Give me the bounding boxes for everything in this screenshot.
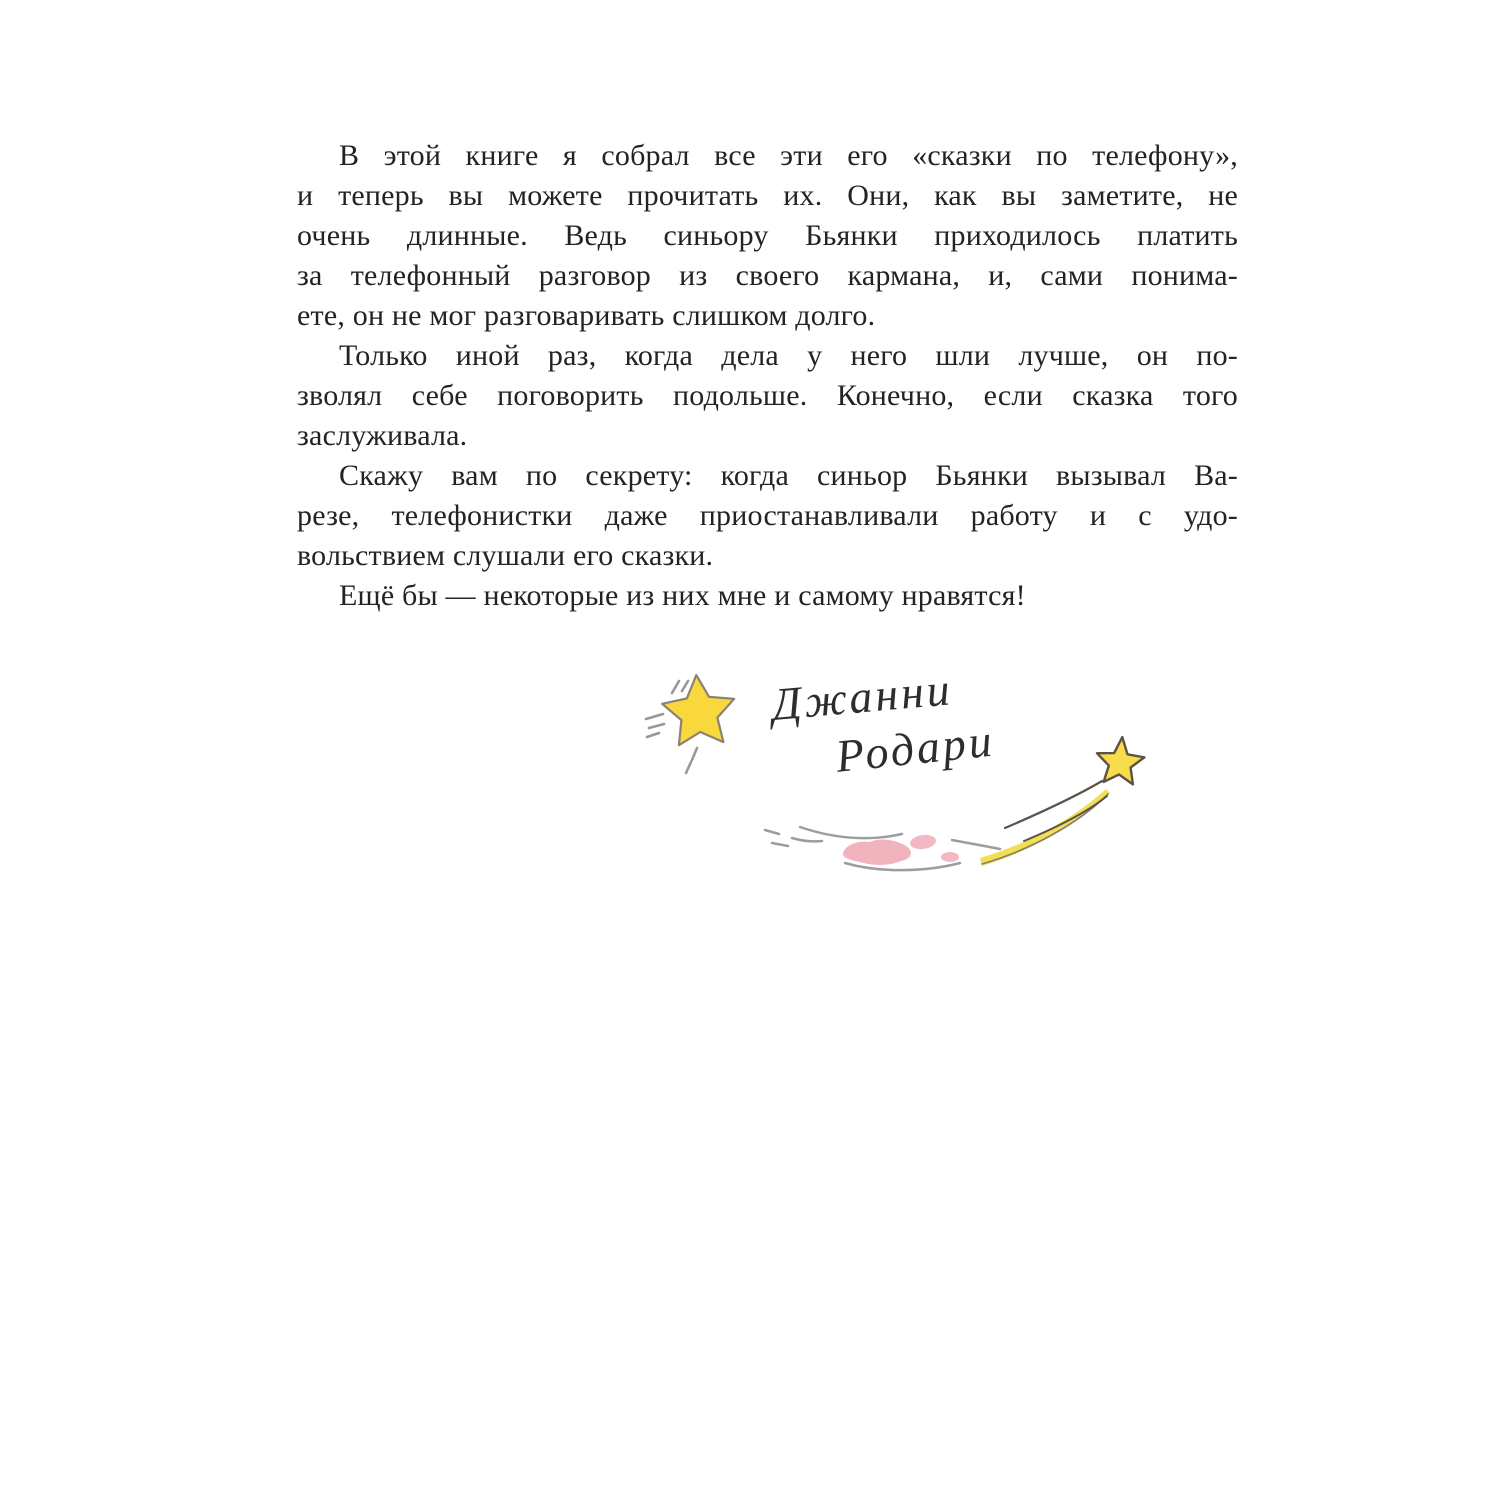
signature-last-name: Родари [833,714,997,782]
text-line: заслуживала. [297,419,468,452]
text-line: очень длинные. Ведь синьору Бьянки приходилось платить [297,219,1238,252]
sparkle-dashes [646,681,697,773]
text-line: Скажу вам по секрету: когда синьор Бьянки вызывал Ва- [339,459,1238,492]
text-line: за телефонный разговор из своего кармана, и, сами понима- [297,259,1238,292]
sparkle-star-icon [662,675,734,745]
text-line: и теперь вы можете прочитать их. Они, как вы заметите, не [297,179,1238,212]
text-line: В этой книге я собрал все эти его «сказки по телефону», [339,139,1238,172]
text-line: вольствием слушали его сказки. [297,539,714,572]
text-line: резе, телефонистки даже приостанавливали работу и с удо- [297,499,1238,532]
text-line: зволял себе поговорить подольше. Конечно, если сказка того [297,379,1238,412]
page-text [297,136,1238,616]
shooting-star-icon [980,737,1144,866]
cloud-swoosh-icon [765,827,1000,870]
text-line: ете, он не мог разговаривать слишком долго. [297,299,876,332]
text-line: Только иной раз, когда дела у него шли лучше, он по- [339,339,1238,372]
text-line: Ещё бы — некоторые из них мне и самому нравятся! [339,579,1026,612]
signature-first-name: Джанни [769,663,955,730]
